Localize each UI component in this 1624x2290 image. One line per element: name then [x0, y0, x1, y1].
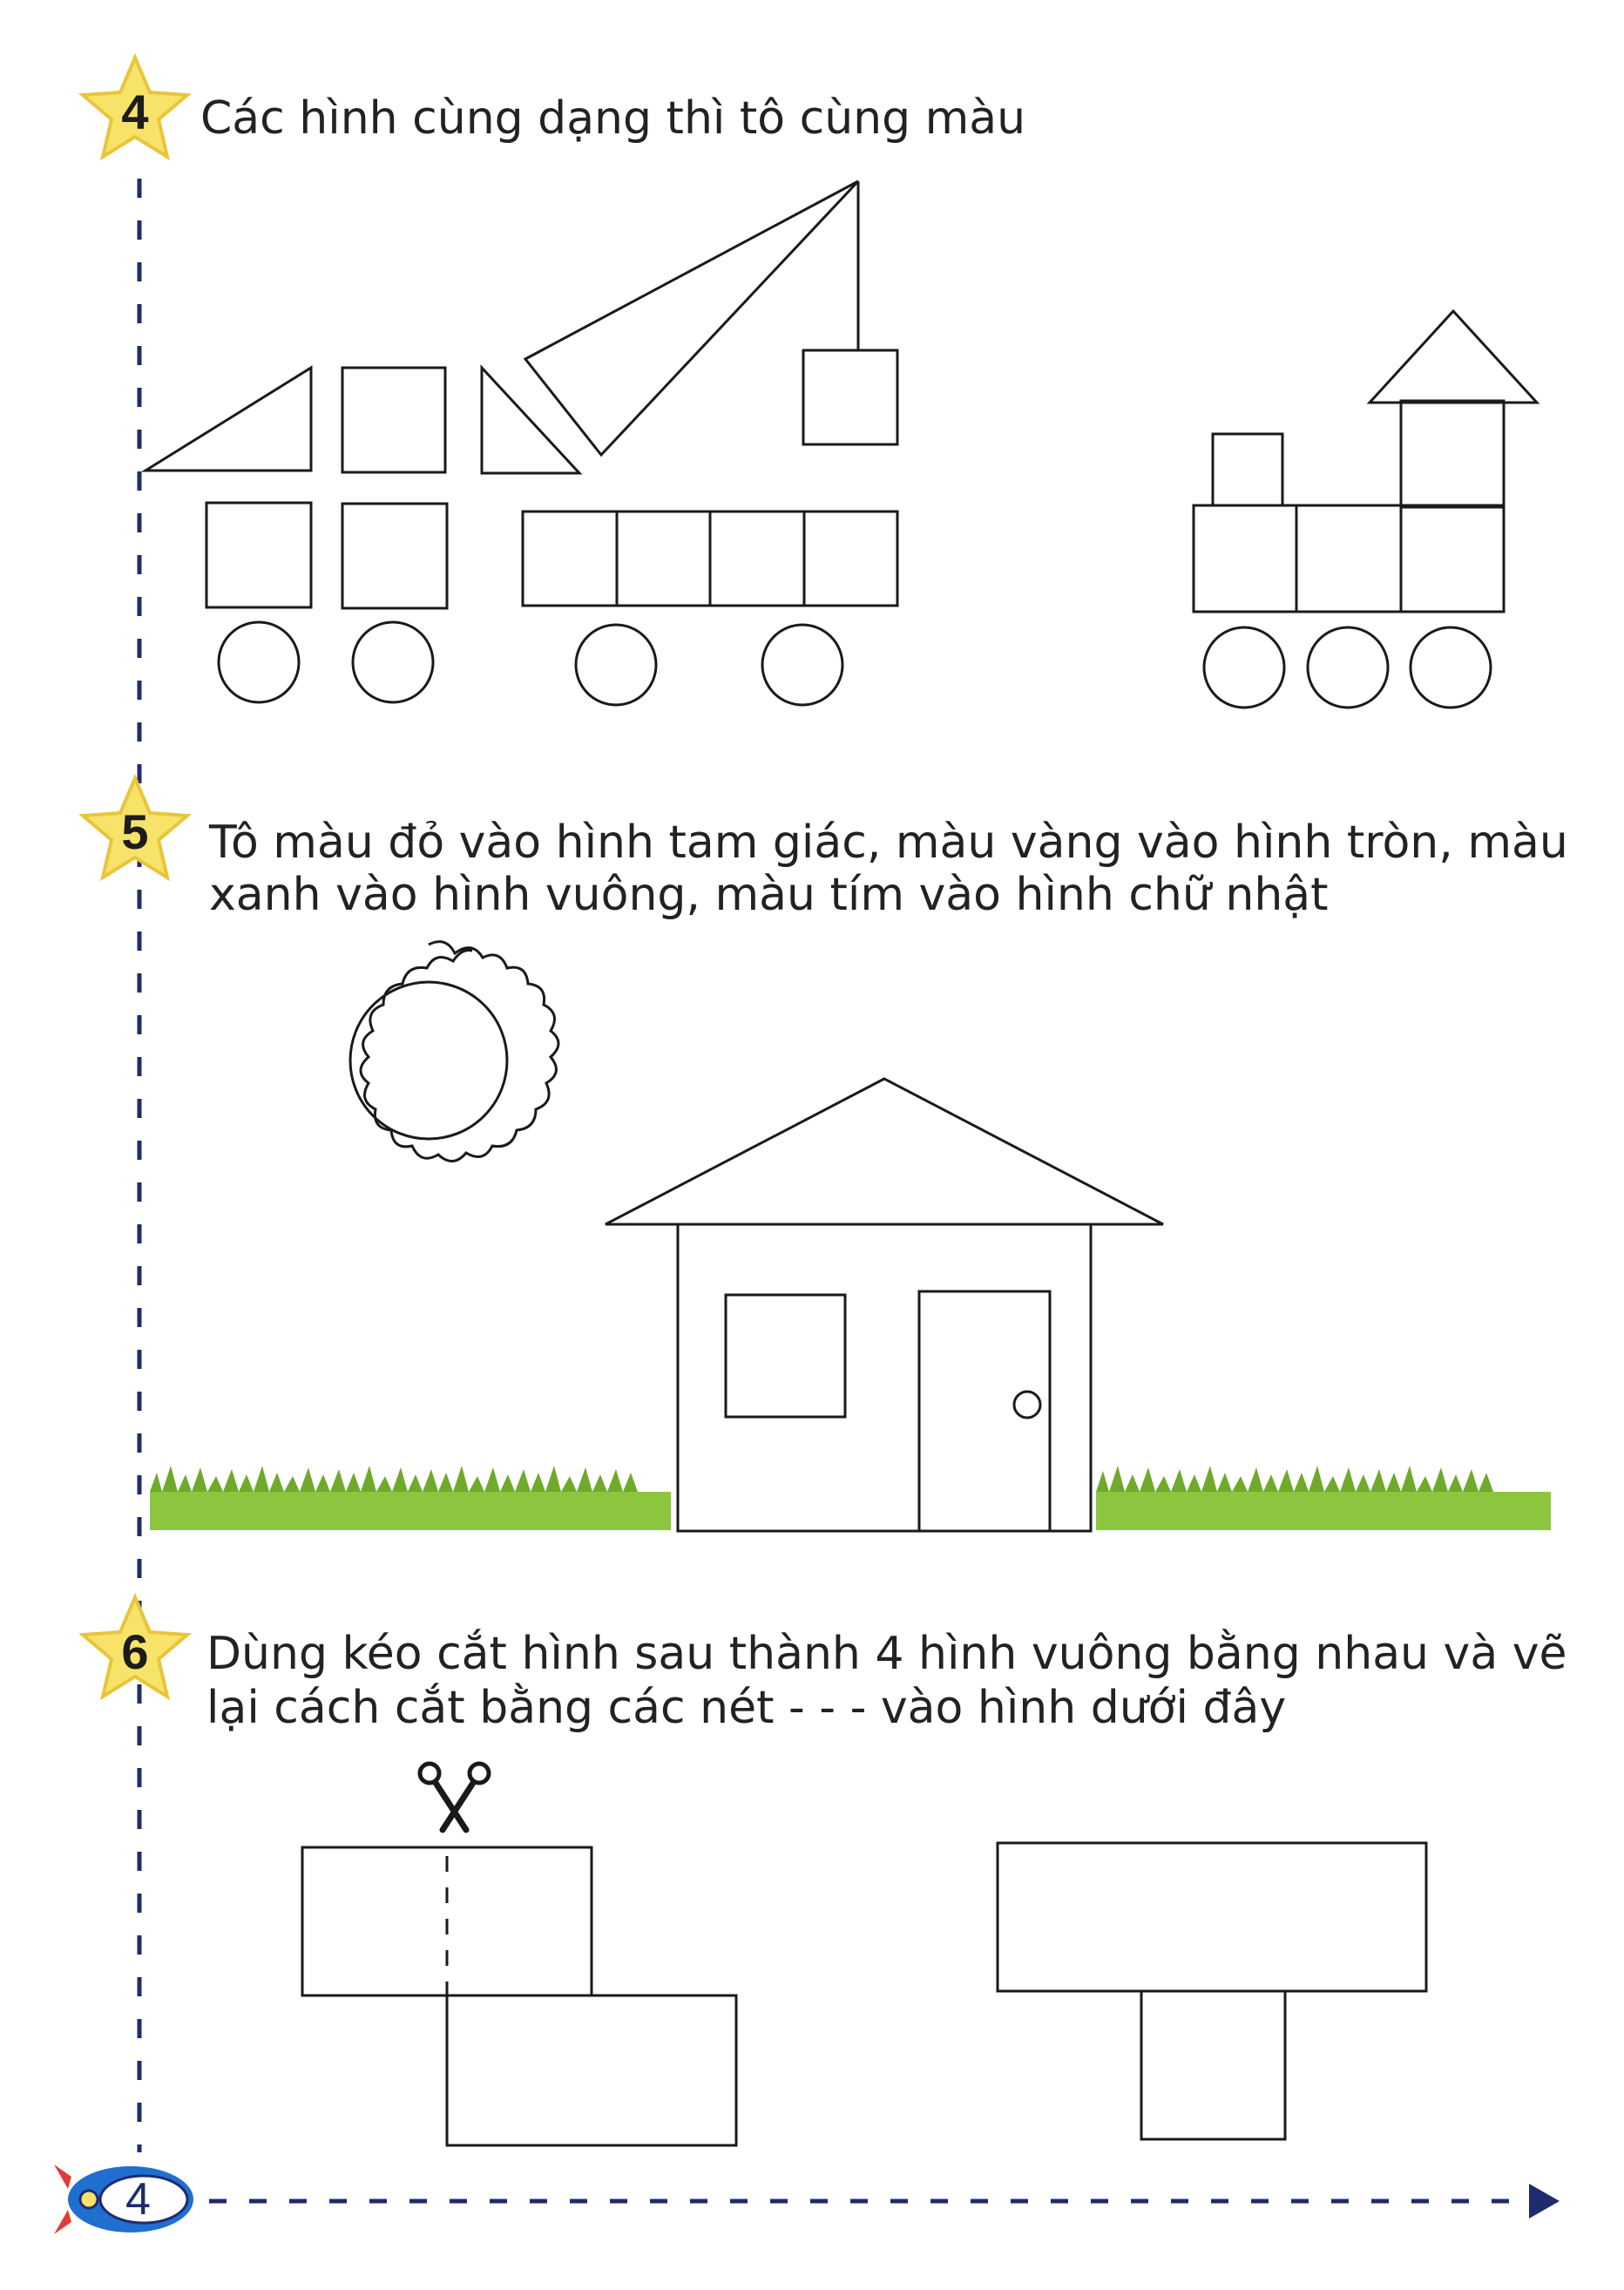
shape-circle	[219, 622, 299, 702]
shape-square	[342, 368, 445, 472]
t-shape-figure	[998, 1843, 1426, 2139]
crane-arm-triangle	[525, 181, 858, 455]
house-drawing	[606, 1079, 1163, 1531]
shape-circle	[353, 622, 433, 702]
shape-circle	[1411, 627, 1491, 708]
shape-circle	[1204, 627, 1284, 708]
exercise-6-instruction-line-1: Dùng kéo cắt hình sau thành 4 hình vuông bằng nhau và vẽ	[206, 1628, 1567, 1680]
exercise-5-number: 5	[121, 804, 149, 859]
shape-triangle	[1370, 311, 1537, 403]
cut-figure	[302, 1847, 736, 2145]
shape-triangle	[145, 368, 311, 471]
exercise-5-instruction-line-2: xanh vào hình vuông, màu tím vào hình chữ nhật	[209, 869, 1329, 921]
shape-square	[1401, 401, 1504, 507]
exercise-4-instruction: Các hình cùng dạng thì tô cùng màu	[200, 92, 1026, 145]
shape-circle	[762, 625, 842, 705]
shape-square	[206, 503, 311, 607]
shape-square	[1213, 434, 1282, 505]
shape-rectangle	[1194, 505, 1504, 612]
rocket-icon	[54, 2165, 193, 2234]
shape-circle	[1308, 627, 1388, 708]
shape-triangle	[482, 368, 579, 473]
exercise-6-instruction-line-2: lại cách cắt bằng các nét - - - vào hình dưới đây	[206, 1682, 1287, 1734]
train-drawing	[1194, 311, 1537, 708]
shape-circle	[576, 625, 656, 705]
exercise-5-instruction-line-1: Tô màu đỏ vào hình tam giác, màu vàng vào hình tròn, màu	[209, 816, 1568, 869]
arrow-right-icon	[1529, 2184, 1560, 2219]
house-body-rectangle	[678, 1224, 1091, 1531]
sun-drawing	[350, 942, 558, 1162]
shape-square	[803, 350, 897, 444]
shape-square	[342, 504, 447, 608]
exercise-4-number: 4	[121, 85, 149, 139]
house-roof-triangle	[606, 1079, 1163, 1224]
page-number: 4	[125, 2174, 151, 2225]
exercise-6-number: 6	[121, 1624, 149, 1679]
scissors-icon	[420, 1764, 489, 1830]
crane-truck-drawing	[145, 181, 897, 705]
